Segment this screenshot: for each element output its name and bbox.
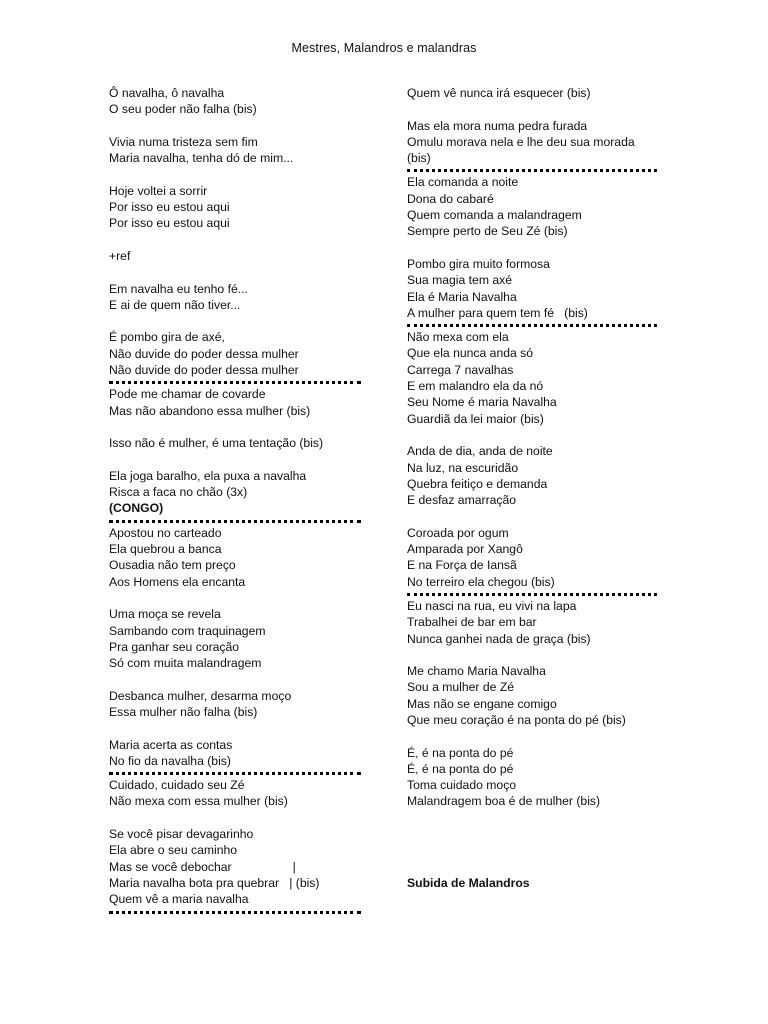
lyric-line: Não mexa com ela (407, 330, 509, 345)
lyric-line: Quem vê nunca irá esquecer (bis) (407, 86, 591, 100)
lyric-line: Quebra feitiço e demanda (407, 476, 548, 491)
dotted-separator (407, 324, 657, 327)
lyric-line: Nunca ganhei nada de graça (bis) (407, 631, 591, 646)
lyric-line: Aos Homens ela encanta (109, 574, 246, 589)
lyric-line: Mas não abandono essa mulher (bis) (109, 403, 311, 418)
stanza-gap (407, 810, 667, 826)
lyric-line: Na luz, na escuridão (407, 460, 519, 475)
lyrics-column-left (109, 85, 374, 916)
lyric-line: Isso não é mulher, é uma tentação (bis) (109, 436, 324, 451)
lyric-line: No fio da navalha (bis) (109, 753, 231, 768)
stanza-gap (109, 264, 374, 280)
lyric-line: Quem comanda a malandragem (407, 208, 582, 223)
lyric-line: Pombo gira muito formosa (407, 256, 550, 271)
lyric-line: Ela joga baralho, ela puxa a navalha (109, 468, 307, 483)
stanza-gap (109, 166, 374, 182)
lyric-line: Vivia numa tristeza sem fim (109, 134, 258, 149)
stanza-gap (407, 728, 667, 744)
lyric-line: +ref (109, 248, 131, 263)
lyric-line: O seu poder não falha (bis) (109, 102, 257, 117)
lyric-line: E ai de quem não tiver... (109, 297, 241, 312)
stanza-gap (109, 118, 374, 134)
lyric-line: Por isso eu estou aqui (109, 200, 230, 215)
stanza-gap (109, 810, 374, 826)
dotted-separator (109, 772, 361, 775)
stanza-gap (109, 419, 374, 435)
dotted-separator (109, 911, 361, 914)
lyric-line: Que meu coração é na ponta do pé (bis) (407, 712, 626, 727)
stanza-gap (407, 101, 667, 117)
lyric-line: Pra ganhar seu coração (109, 639, 240, 654)
dotted-separator (407, 169, 657, 172)
lyric-line: Anda de dia, anda de noite (407, 444, 553, 459)
stanza-gap (407, 859, 667, 875)
lyric-line: Por isso eu estou aqui (109, 216, 230, 231)
lyric-line: Ela quebrou a banca (109, 542, 222, 557)
lyric-line: Desbanca mulher, desarma moço (109, 688, 292, 703)
lyric-line: Ousadia não tem preço (109, 558, 236, 573)
stanza-gap (109, 313, 374, 329)
lyric-line: Sou a mulher de Zé (407, 680, 515, 695)
lyric-line: É, é na ponta do pé (407, 745, 514, 760)
stanza-gap (407, 240, 667, 256)
lyric-line: Malandragem boa é de mulher (bis) (407, 794, 601, 809)
lyric-line: Ela é Maria Navalha (407, 289, 517, 304)
lyric-line: Coroada por ogum (407, 525, 509, 540)
lyrics-column-right (407, 85, 667, 891)
lyric-line: Mas não se engane comigo (407, 696, 557, 711)
stanza-gap (109, 232, 374, 248)
lyric-line: Maria navalha, tenha dó de mim... (109, 151, 294, 166)
lyric-line: Carrega 7 navalhas (407, 362, 514, 377)
lyric-line: E em malandro ela da nó (407, 379, 544, 394)
lyric-line: Guardiã da lei maior (bis) (407, 411, 544, 426)
lyric-line: Amparada por Xangô (407, 542, 523, 557)
page-title: Mestres, Malandros e malandras (291, 41, 477, 55)
lyric-line: Que ela nunca anda só (407, 346, 534, 361)
lyric-line: Hoje voltei a sorrir (109, 183, 208, 198)
lyric-line: Seu Nome é maria Navalha (407, 395, 557, 410)
lyric-line: Sambando com traquinagem (109, 623, 266, 638)
lyric-line: Subida de Malandros (407, 875, 530, 890)
lyric-line: Sempre perto de Seu Zé (bis) (407, 224, 568, 239)
lyric-line: Me chamo Maria Navalha (407, 664, 546, 679)
dotted-separator (109, 381, 361, 384)
lyric-line: Omulu morava nela e lhe deu sua morada (407, 134, 635, 149)
lyric-line: Sua magia tem axé (407, 273, 513, 288)
lyric-line: E desfaz amarração (407, 493, 517, 508)
lyric-line: Dona do cabaré (407, 191, 494, 206)
lyric-line: Toma cuidado moço (407, 778, 517, 793)
lyric-line: E na Força de Iansã (407, 558, 517, 573)
lyric-line: Mas ela mora numa pedra furada (407, 118, 588, 133)
stanza-gap (407, 842, 667, 858)
lyric-line: A mulher para quem tem fé (bis) (407, 305, 588, 320)
stanza-gap (109, 671, 374, 687)
dotted-separator (407, 593, 657, 596)
lyric-line: É, é na ponta do pé (407, 761, 514, 776)
lyric-line: Não duvide do poder dessa mulher (109, 363, 299, 378)
lyric-line: Ô navalha, ô navalha (109, 86, 225, 100)
lyric-line: Se você pisar devagarinho (109, 827, 254, 842)
lyric-line: Eu nasci na rua, eu vivi na lapa (407, 598, 577, 613)
lyric-line: Pode me chamar de covarde (109, 387, 266, 402)
lyric-line: Não mexa com essa mulher (bis) (109, 794, 288, 809)
lyric-line: Trabalhei de bar em bar (407, 615, 537, 630)
stanza-gap (109, 590, 374, 606)
stanza-gap (407, 647, 667, 663)
stanza-gap (407, 826, 667, 842)
lyric-line: Não duvide do poder dessa mulher (109, 346, 299, 361)
lyric-line: Quem vê a maria navalha (109, 892, 249, 907)
lyric-line: Em navalha eu tenho fé... (109, 281, 248, 296)
lyric-line: Risca a faca no chão (3x) (109, 485, 248, 500)
lyric-line: Ela abre o seu caminho (109, 843, 238, 858)
lyric-line: Cuidado, cuidado seu Zé (109, 778, 245, 793)
lyric-line: Essa mulher não falha (bis) (109, 704, 258, 719)
stanza-gap (109, 720, 374, 736)
stanza-gap (407, 427, 667, 443)
lyric-line: É pombo gira de axé, (109, 330, 225, 345)
lyric-line: Uma moça se revela (109, 607, 221, 622)
lyric-line: Mas se você debochar | (109, 859, 296, 874)
lyric-line: (CONGO) (109, 501, 164, 516)
lyric-line: (bis) (407, 151, 431, 166)
lyric-line: Só com muita malandragem (109, 656, 262, 671)
dotted-separator (109, 520, 361, 523)
lyric-line: Ela comanda a noite (407, 175, 519, 190)
stanza-gap (407, 508, 667, 524)
stanza-gap (109, 452, 374, 468)
lyric-line: Maria navalha bota pra quebrar | (bis) (109, 875, 320, 890)
lyric-line: Maria acerta as contas (109, 737, 233, 752)
lyric-line: No terreiro ela chegou (bis) (407, 574, 555, 589)
lyric-line: Apostou no carteado (109, 525, 222, 540)
